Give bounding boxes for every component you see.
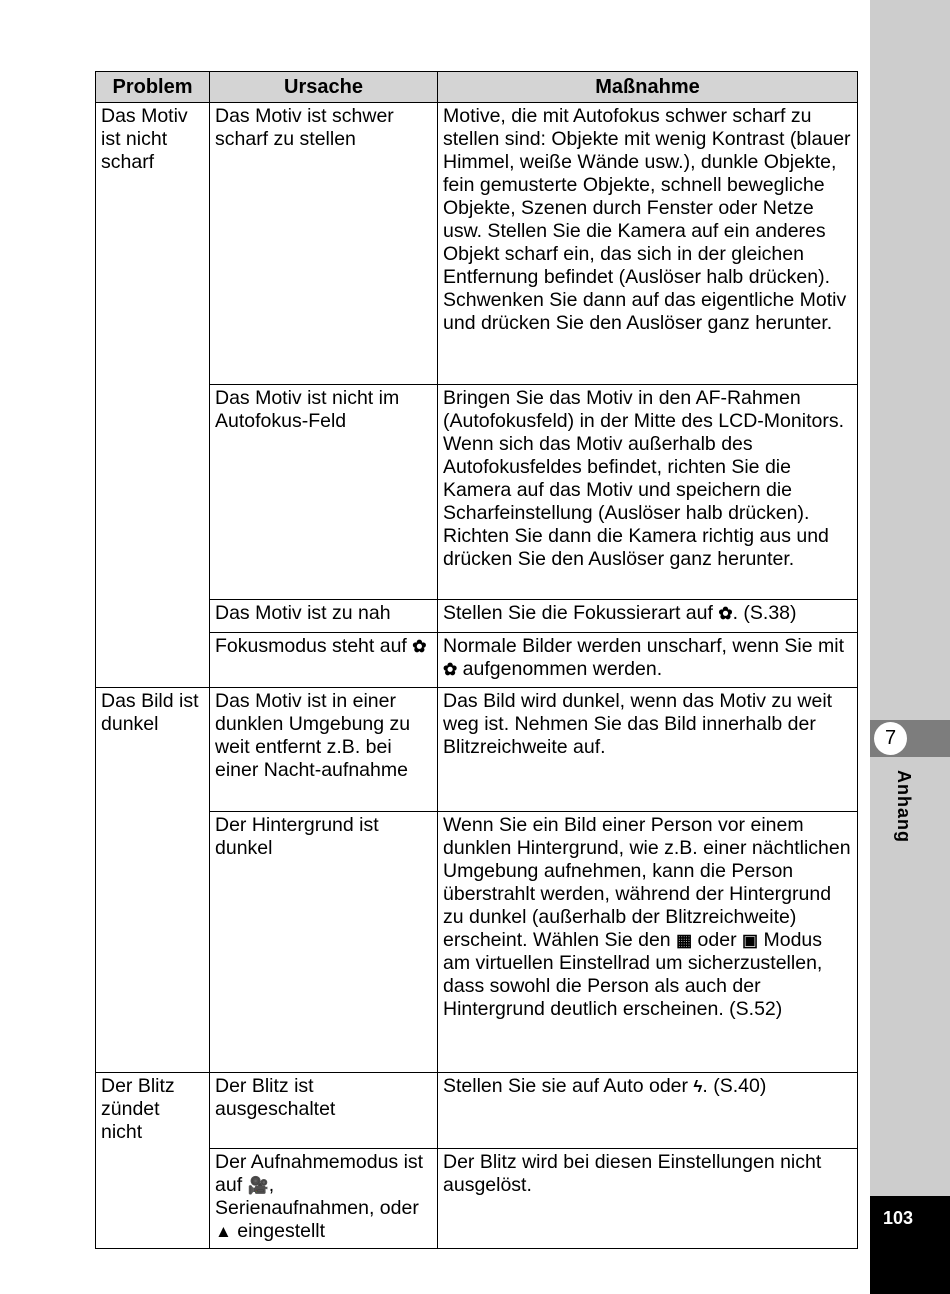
measure-text: Modus am virtuellen Einstellrad um sicherzustellen, dass sowohl die Person als auch der Hintergrund deutlich erscheinen. (S.52) (443, 929, 823, 1020)
measure-text: Stellen Sie sie auf Auto oder (443, 1075, 688, 1097)
problem-continuation (96, 1148, 210, 1248)
cause-text: , Serienaufnahmen, oder (215, 1173, 419, 1219)
table-row (96, 688, 858, 812)
cause-cell: Der Blitz ist ausgeschaltet (210, 1073, 438, 1149)
cause-cell (210, 633, 438, 688)
macro-icon: ✿ (412, 637, 427, 656)
chapter-sidebar (870, 0, 950, 1294)
measure-cell (438, 1073, 858, 1149)
measure-cell: Bringen Sie das Motiv in den AF-Rahmen (Autofokusfeld) in der Mitte des LCD-Monitors. Wenn sich das Motiv außerhalb des Autofokusfeldes befindet, richten Sie die Kamera auf das Motiv und speichern die Scharfeinstellung (Auslöser halb drücken). Richten Sie dann die Kamera richtig aus und drücken Sie den Auslöser ganz herunter. (438, 385, 858, 600)
table-header-row (96, 72, 858, 103)
cause-text: Fokusmodus steht auf (215, 635, 407, 657)
measure-cell: Das Bild wird dunkel, wenn das Motiv zu weit weg ist. Nehmen Sie das Bild innerhalb der Blitzreichweite auf. (438, 688, 858, 812)
movie-icon: 🎥 (247, 1175, 269, 1195)
chapter-label: Anhang (894, 770, 914, 843)
problem-continuation (96, 385, 210, 600)
measure-text: Normale Bilder werden unscharf, wenn Sie mit (443, 635, 845, 657)
macro-icon: ✿ (443, 660, 458, 679)
header-problem: Problem (96, 72, 210, 103)
table-row (96, 633, 858, 688)
problem-continuation (96, 633, 210, 688)
chapter-number: 7 (874, 722, 907, 755)
header-cause: Ursache (210, 72, 438, 103)
cause-cell: Das Motiv ist zu nah (210, 600, 438, 633)
table-row (96, 385, 858, 600)
measure-cell (438, 633, 858, 688)
page-number: 103 (882, 1208, 914, 1228)
measure-cell (438, 812, 858, 1073)
cause-text: eingestellt (237, 1219, 326, 1242)
problem-continuation (96, 600, 210, 633)
measure-text: aufgenommen werden. (462, 658, 663, 680)
measure-text: Stellen Sie die Fokussierart auf (443, 602, 713, 624)
measure-cell: Motive, die mit Autofokus schwer scharf zu stellen sind: Objekte mit wenig Kontrast (blauer Himmel, weiße Wände usw.), dunkle Objekte, fein gemusterte Objekte, schnell bewegliche Objekte, Szenen durch Fenster oder Netze usw. Stellen Sie die Kamera auf ein anderes Objekt scharf ein, das sich in der gleichen Entfernung befindet (Auslöser halb drücken). Schwenken Sie dann auf das eigentliche Motiv und drücken Sie den Auslöser ganz herunter. (438, 103, 858, 385)
cause-cell: Das Motiv ist nicht im Autofokus-Feld (210, 385, 438, 600)
measure-cell: Der Blitz wird bei diesen Einstellungen nicht ausgelöst. (438, 1148, 858, 1248)
measure-text: oder (697, 929, 737, 951)
table-row (96, 600, 858, 633)
cause-cell: Der Hintergrund ist dunkel (210, 812, 438, 1073)
cause-text: Der Aufnahmemodus ist auf (215, 1150, 424, 1196)
table-row (96, 1073, 858, 1149)
table-row (96, 1148, 858, 1248)
night-portrait-icon: ▣ (742, 931, 759, 950)
cause-cell: Das Motiv ist schwer scharf zu stellen (210, 103, 438, 385)
measure-text: . (S.38) (732, 602, 797, 624)
problem-continuation (96, 812, 210, 1073)
table-row (96, 103, 858, 385)
night-scene-icon: ▦ (676, 931, 693, 950)
measure-text: Wenn Sie ein Bild einer Person vor einem dunklen Hintergrund, wie z.B. einer nächtlichen Umgebung aufnehmen, kann die Person überstrahlt werden, während der Hintergrund zu dunkel (außerhalb der Blitzreichweite) erscheint. Wählen Sie den (443, 814, 851, 951)
problem-dark: Das Bild ist dunkel (96, 688, 210, 812)
measure-text: . (S.40) (702, 1075, 767, 1097)
table-row (96, 812, 858, 1073)
cause-cell (210, 1148, 438, 1248)
header-measure: Maßnahme (438, 72, 858, 103)
flash-icon: ϟ (693, 1077, 703, 1096)
cause-cell: Das Motiv ist in einer dunklen Umgebung zu weit entfernt z.B. bei einer Nacht-aufnahme (210, 688, 438, 812)
troubleshooting-table (95, 71, 858, 1249)
problem-flash: Der Blitz zündet nicht (96, 1073, 210, 1149)
macro-icon: ✿ (718, 604, 733, 623)
measure-cell (438, 600, 858, 633)
landscape-icon: ▲ (215, 1221, 232, 1241)
problem-not-sharp: Das Motiv ist nicht scharf (96, 103, 210, 385)
